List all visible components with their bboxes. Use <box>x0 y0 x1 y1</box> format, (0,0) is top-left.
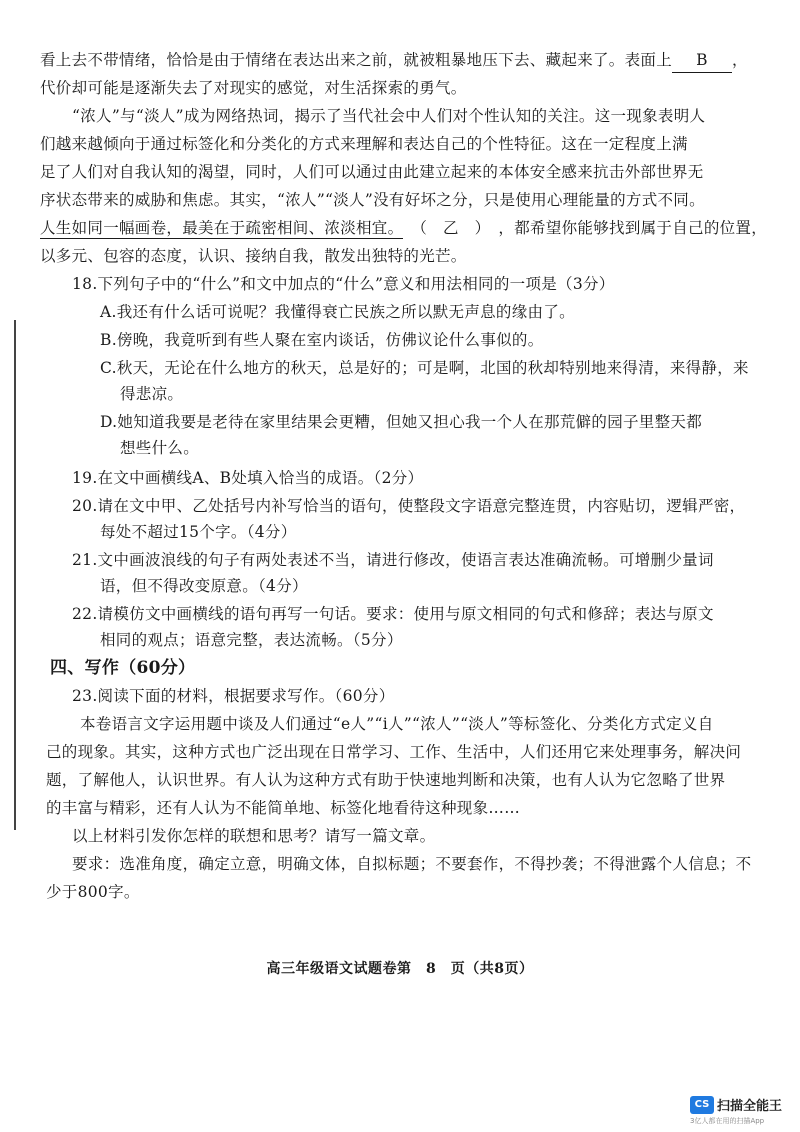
option-d-line-1: D.她知道我要是老待在家里结果会更糟，但她又担心我一个人在那荒僻的园子里整天都 <box>100 413 703 431</box>
material-line-1: 本卷语言文字运用题中谈及人们通过“e人”“i人”“浓人”“淡人”等标签化、分类化方式定义自 <box>80 715 714 733</box>
question-23-stem: 23.阅读下面的材料，根据要求写作。（60分） <box>72 687 395 705</box>
passage-line-8: 以多元、包容的态度，认识、接纳自我，散发出独特的光芒。 <box>40 247 467 265</box>
passage-text: 看上去不带情绪，恰恰是由于情绪在表达出来之前，就被粗暴地压下去、藏起来了。表面上 <box>40 51 673 69</box>
question-21-line-2: 语，但不得改变原意。（4分） <box>100 577 308 595</box>
passage-line-4: 们越来越倾向于通过标签化和分类化的方式来理解和表达自己的个性特征。这在一定程度上满 <box>40 135 688 153</box>
margin-line <box>14 320 16 830</box>
watermark-name: 扫描全能王 <box>717 1099 783 1114</box>
option-b: B.傍晚，我竟听到有些人聚在室内谈话，仿佛议论什么事似的。 <box>100 331 544 349</box>
watermark-subtitle: 3亿人都在用的扫描App <box>690 1117 765 1125</box>
passage-text: ， <box>732 51 748 69</box>
question-20-line-1: 20.请在文中甲、乙处括号内补写恰当的语句，使整段文字语意完整连贯，内容贴切，逻辑严密， <box>72 497 746 515</box>
passage-line-6: 序状态带来的威胁和焦虑。其实，“浓人”“淡人”没有好坏之分，只是使用心理能量的方式不同。 <box>40 191 705 209</box>
question-22-line-1: 22.请模仿文中画横线的语句再写一句话。要求：使用与原文相同的句式和修辞；表达与原文 <box>72 605 714 623</box>
option-c-line-2: 得悲凉。 <box>120 385 184 403</box>
question-19: 19.在文中画横线A、B处填入恰当的成语。（2分） <box>72 469 424 487</box>
question-21-line-1: 21.文中画波浪线的句子有两处表述不当，请进行修改，使语言表达准确流畅。可增删少量词 <box>72 551 714 569</box>
passage-line-7 <box>40 216 767 240</box>
requirements-line-2: 少于800字。 <box>46 883 140 901</box>
camscanner-logo-icon: CS <box>690 1096 714 1114</box>
question-20-line-2: 每处不超过15个字。（4分） <box>100 523 297 541</box>
passage-line-3: “浓人”与“淡人”成为网络热词，揭示了当代社会中人们对个性认知的关注。这一现象表明人 <box>72 107 706 125</box>
requirements-line-1: 要求：选准角度，确定立意，明确文体，自拟标题；不要套作，不得抄袭；不得泄露个人信息；不 <box>72 855 752 873</box>
prompt-line: 以上材料引发你怎样的联想和思考？请写一篇文章。 <box>72 827 436 845</box>
option-d-line-2: 想些什么。 <box>120 439 200 457</box>
question-22-line-2: 相同的观点；语意完整，表达流畅。（5分） <box>100 631 403 649</box>
passage-line-2: 代价却可能是逐渐失去了对现实的感觉，对生活探索的勇气。 <box>40 79 467 97</box>
material-line-2: 己的现象。其实，这种方式也广泛出现在日常学习、工作、生活中，人们还用它来处理事务，解决问 <box>46 743 742 761</box>
page-footer: 高三年级语文试题卷第 8 页（共8页） <box>266 961 534 977</box>
paren-yi: （ 乙 ） <box>411 219 491 237</box>
blank-b: B <box>672 48 732 73</box>
option-a: A.我还有什么话可说呢？我懂得衰亡民族之所以默无声息的缘由了。 <box>100 303 575 321</box>
passage-line-5: 足了人们对自我认知的渴望，同时，人们可以通过由此建立起来的本体安全感来抗击外部世界无 <box>40 163 704 181</box>
underlined-sentence: 人生如同一幅画卷，最美在于疏密相间、浓淡相宜。 <box>40 219 404 237</box>
passage-line-1 <box>40 48 748 73</box>
option-c-line-1: C.秋天，无论在什么地方的秋天，总是好的；可是啊，北国的秋却特别地来得清，来得静，来 <box>100 359 749 377</box>
material-line-4: 的丰富与精彩，还有人认为不能简单地、标签化地看待这种现象…… <box>46 799 521 817</box>
section-4-title: 四、写作（60分） <box>50 658 196 678</box>
scanner-watermark <box>690 1094 782 1114</box>
material-line-3: 题，了解他人，认识世界。有人认为这种方式有助于快速地判断和决策，也有人认为它忽略了世界 <box>46 771 726 789</box>
question-18-stem: 18.下列句子中的“什么”和文中加点的“什么”意义和用法相同的一项是（3分） <box>72 275 615 293</box>
passage-text: ，都希望你能够找到属于自己的位置， <box>498 219 768 237</box>
